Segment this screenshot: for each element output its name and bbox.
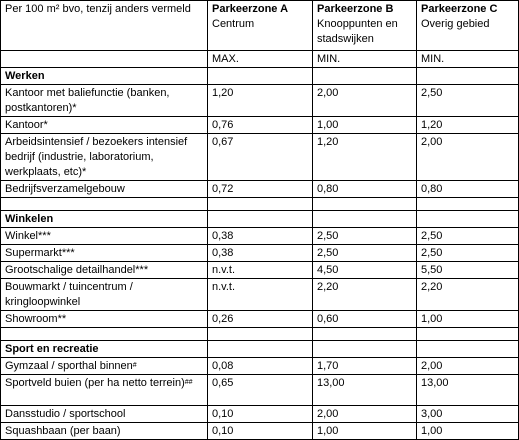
row-label-text: Gymzaal / sporthal binnen (5, 360, 133, 372)
row-label: Arbeidsintensief / bezoekers intensief bedrijf (industrie, laboratorium, werkplaats, etc)* (1, 134, 208, 181)
table-row (1, 279, 519, 311)
zone-b-value: 13,00 (313, 375, 417, 406)
empty-cell (313, 328, 417, 341)
table-row (1, 85, 519, 117)
spacer-row (1, 328, 519, 341)
footnote-mark: ## (184, 379, 193, 386)
zone-c-title: Parkeerzone C (421, 3, 498, 15)
row-label: Squashbaan (per baan) (1, 423, 208, 440)
zone-c-value: 2,20 (417, 279, 519, 311)
header-zone-c (417, 1, 519, 51)
subheader-empty (1, 51, 208, 68)
empty-cell (208, 341, 313, 358)
table-row (1, 423, 519, 440)
table-row (1, 181, 519, 198)
row-label: Winkel*** (1, 228, 208, 245)
header-row (1, 1, 519, 51)
zone-b-value: 2,00 (313, 406, 417, 423)
zone-a-value: n.v.t. (208, 262, 313, 279)
empty-cell (208, 328, 313, 341)
empty-cell (208, 198, 313, 211)
zone-c-value: 2,00 (417, 134, 519, 181)
zone-c-value: 2,50 (417, 85, 519, 117)
zone-c-value: 3,00 (417, 406, 519, 423)
zone-b-value: 4,50 (313, 262, 417, 279)
subheader-zone-c: MIN. (417, 51, 519, 68)
footnote-mark: # (132, 362, 137, 369)
zone-b-value: 1,70 (313, 358, 417, 375)
zone-c-value: 5,50 (417, 262, 519, 279)
table-row (1, 375, 519, 406)
section-title-werken: Werken (1, 68, 208, 85)
spacer-row (1, 198, 519, 211)
zone-c-subtitle: Overig gebied (421, 18, 490, 30)
zone-b-value: 2,00 (313, 85, 417, 117)
zone-a-value: 0,76 (208, 117, 313, 134)
zone-a-value: 1,20 (208, 85, 313, 117)
table-row (1, 245, 519, 262)
zone-b-value: 1,20 (313, 134, 417, 181)
zone-b-value: 1,00 (313, 423, 417, 440)
zone-a-value: 0,65 (208, 375, 313, 406)
section-title-sport: Sport en recreatie (1, 341, 208, 358)
row-label (1, 358, 208, 375)
row-label (1, 375, 208, 406)
table-row (1, 311, 519, 328)
zone-c-value: 2,50 (417, 228, 519, 245)
zone-a-title: Parkeerzone A (212, 3, 289, 15)
zone-a-subtitle: Centrum (212, 18, 255, 30)
zone-c-value: 2,50 (417, 245, 519, 262)
zone-b-value: 2,20 (313, 279, 417, 311)
table-row (1, 134, 519, 181)
header-zone-b (313, 1, 417, 51)
row-label: Grootschalige detailhandel*** (1, 262, 208, 279)
zone-b-value: 2,50 (313, 245, 417, 262)
empty-cell (313, 198, 417, 211)
zone-a-value: 0,26 (208, 311, 313, 328)
empty-cell (417, 198, 519, 211)
zone-b-value: 2,50 (313, 228, 417, 245)
zone-a-value: n.v.t. (208, 279, 313, 311)
zone-c-value: 1,00 (417, 423, 519, 440)
row-label: Bedrijfsverzamelgebouw (1, 181, 208, 198)
section-header-row (1, 68, 519, 85)
zone-c-value: 0,80 (417, 181, 519, 198)
empty-cell (417, 328, 519, 341)
empty-cell (208, 68, 313, 85)
zone-c-value: 2,00 (417, 358, 519, 375)
row-label: Showroom** (1, 311, 208, 328)
section-header-row (1, 211, 519, 228)
section-header-row (1, 341, 519, 358)
zone-b-value: 0,60 (313, 311, 417, 328)
empty-cell (417, 341, 519, 358)
zone-a-value: 0,08 (208, 358, 313, 375)
empty-cell (313, 211, 417, 228)
row-label: Bouwmarkt / tuincentrum / kringloopwinkel (1, 279, 208, 311)
empty-cell (417, 68, 519, 85)
table-row (1, 228, 519, 245)
empty-cell (313, 68, 417, 85)
subheader-row (1, 51, 519, 68)
zone-a-value: 0,10 (208, 406, 313, 423)
row-label-text: Sportveld buien (per ha netto terrein) (5, 377, 185, 389)
empty-cell (1, 328, 208, 341)
zone-a-value: 0,67 (208, 134, 313, 181)
subheader-zone-b: MIN. (313, 51, 417, 68)
zone-b-subtitle: Knooppunten en stadswijken (317, 18, 398, 45)
empty-cell (1, 198, 208, 211)
zone-a-value: 0,38 (208, 245, 313, 262)
zone-c-value: 1,00 (417, 311, 519, 328)
section-title-winkelen: Winkelen (1, 211, 208, 228)
empty-cell (313, 341, 417, 358)
subheader-zone-a: MAX. (208, 51, 313, 68)
zone-c-value: 13,00 (417, 375, 519, 406)
header-unit-note: Per 100 m² bvo, tenzij anders vermeld (1, 1, 208, 51)
zone-a-value: 0,38 (208, 228, 313, 245)
table-row (1, 406, 519, 423)
row-label: Kantoor met baliefunctie (banken, postkantoren)* (1, 85, 208, 117)
empty-cell (208, 211, 313, 228)
row-label: Kantoor* (1, 117, 208, 134)
table-row (1, 117, 519, 134)
zone-b-title: Parkeerzone B (317, 3, 394, 15)
zone-a-value: 0,72 (208, 181, 313, 198)
zone-b-value: 0,80 (313, 181, 417, 198)
empty-cell (417, 211, 519, 228)
zone-a-value: 0,10 (208, 423, 313, 440)
zone-b-value: 1,00 (313, 117, 417, 134)
row-label: Dansstudio / sportschool (1, 406, 208, 423)
table-row (1, 358, 519, 375)
zone-c-value: 1,20 (417, 117, 519, 134)
header-zone-a (208, 1, 313, 51)
table-row (1, 262, 519, 279)
row-label: Supermarkt*** (1, 245, 208, 262)
